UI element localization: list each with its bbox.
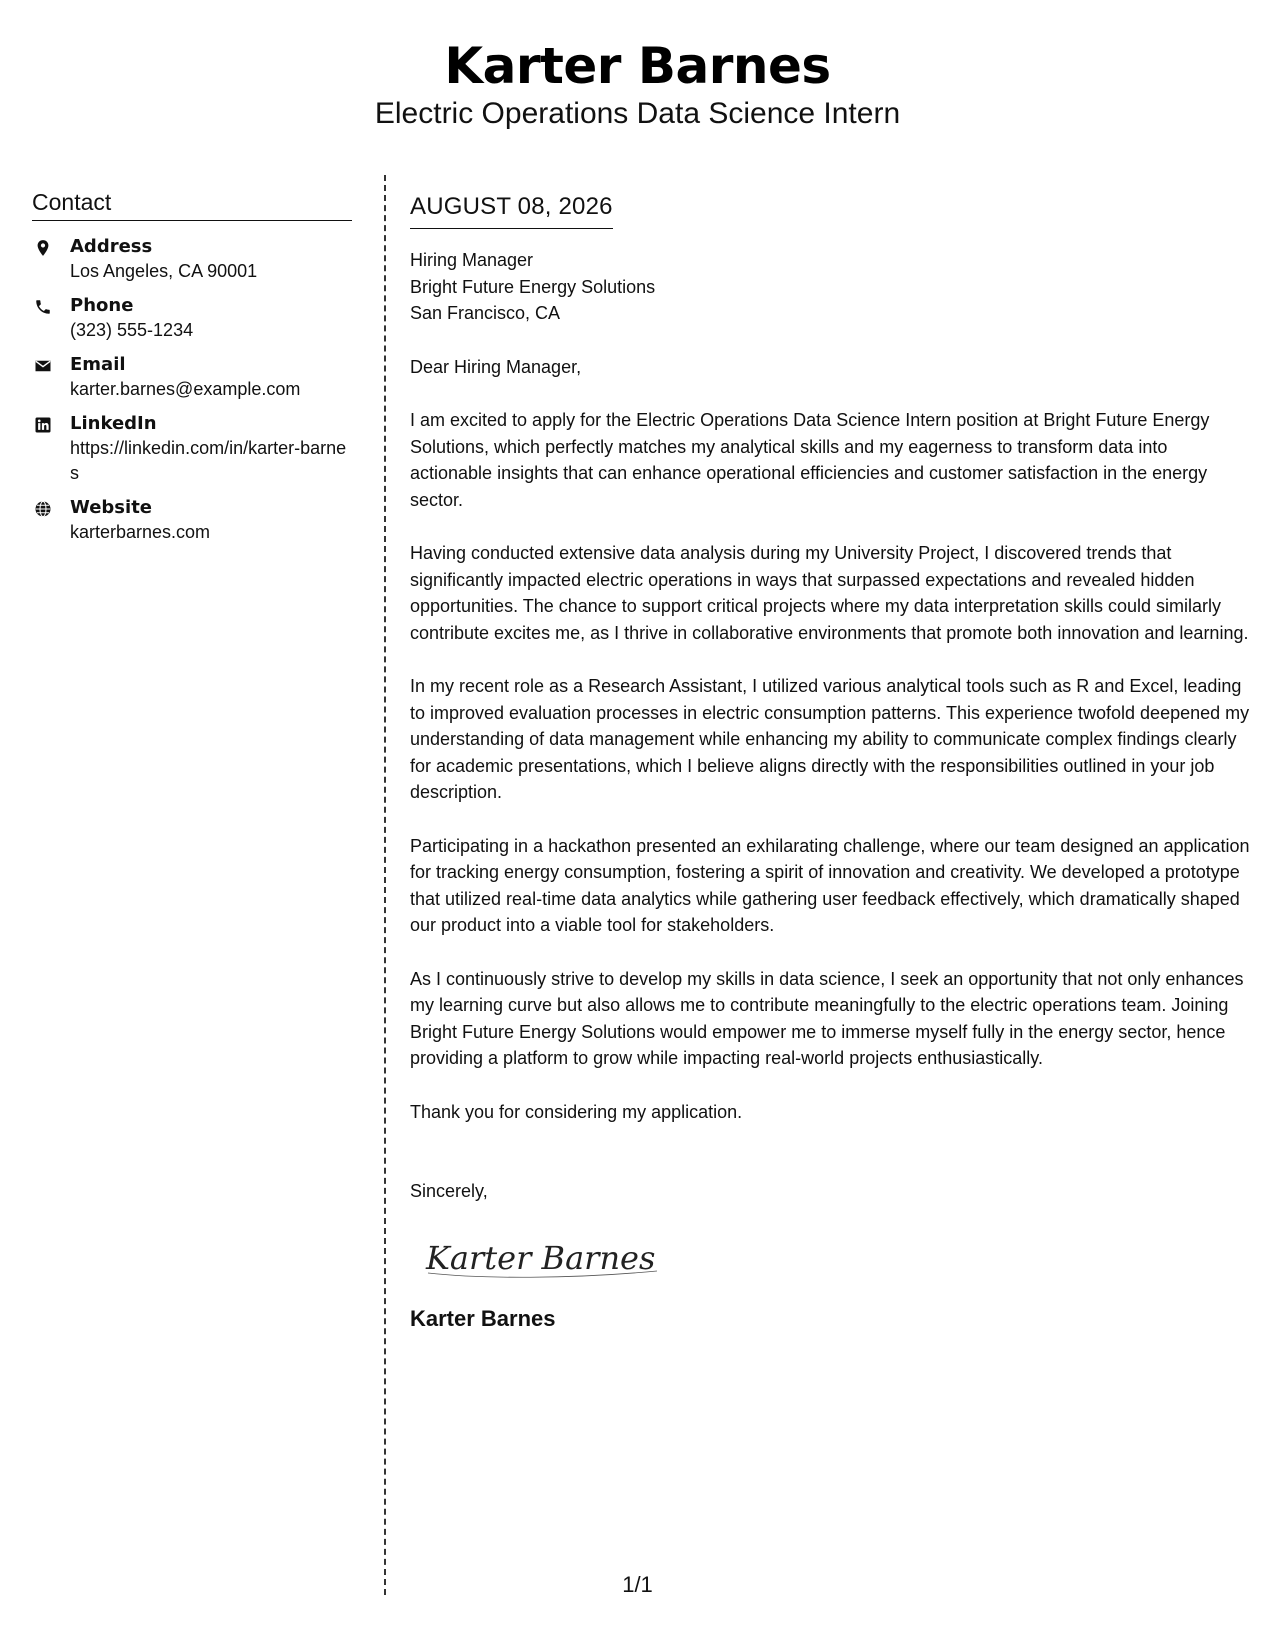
linkedin-icon [34,416,52,434]
paragraph: Thank you for considering my application. [410,1101,743,1122]
email-value: karter.barnes@example.com [70,379,301,399]
envelope-icon [34,357,52,375]
letter-header [0,36,1275,132]
paragraph: I am excited to apply for the Electric Operations Data Science Intern position at Bright Future Energy Solutions, which perfectly matches my analytical skills and my eagerness to transform data into actionable insights that can enhance operational efficiencies and customer satisfaction in the energy sector. [410,410,1210,510]
linkedin-value: https://linkedin.com/in/karter-barnes [70,438,347,483]
recipient-block [410,247,1250,327]
contact-label: Website [70,497,153,518]
contact-item-address [32,235,352,284]
contact-item-linkedin [32,412,352,486]
job-title: Electric Operations Data Science Intern [374,97,901,130]
contact-label: LinkedIn [70,413,157,434]
contact-item-website [32,496,352,545]
handwritten-signature [422,1227,672,1287]
paragraph: Having conducted extensive data analysis during my University Project, I discovered trends that significantly impacted electric operations in ways that surpassed expectations and revealed hidden opportunities. The chance to support critical projects where my data interpretation skills could similarly contribute excites me, as I thrive in collaborative environments that promote both innovation and learning. [410,543,1249,643]
paragraph: As I continuously strive to develop my skills in data science, I seek an opportunity that not only enhances my learning curve but also allows me to contribute meaningfully to the electric operations team. Joining Bright Future Energy Solutions would empower me to immerse myself fully in the energy sector, hence providing a platform to grow while impacting real-world projects enthusiastically. [410,968,1244,1068]
phone-value: (323) 555-1234 [70,320,194,340]
salutation: Dear Hiring Manager, [410,356,582,377]
column-divider [384,175,386,1595]
contact-item-phone [32,294,352,343]
applicant-name: Karter Barnes [444,37,831,95]
letter-body [410,192,1250,1333]
signature-text: Karter Barnes [426,1238,656,1277]
closing: Sincerely, [410,1181,488,1201]
contact-label: Address [70,236,153,257]
page-number-text: 1/1 [622,1572,653,1597]
contact-item-email [32,353,352,402]
address-value: Los Angeles, CA 90001 [70,261,258,281]
map-pin-icon [34,239,52,257]
contact-heading: Contact [32,188,352,221]
page-number [0,1572,1275,1598]
recipient-line: San Francisco, CA [410,303,561,323]
signer-name: Karter Barnes [410,1305,556,1331]
website-value: karterbarnes.com [70,522,211,542]
paragraph: In my recent role as a Research Assistant, I utilized various analytical tools such as R and Excel, leading to improved evaluation processes in electric consumption patterns. This experience twofold deepened my understanding of data management while enhancing my ability to communicate complex findings clearly for academic presentations, which I believe aligns directly with the responsibilities outlined in your job description. [410,676,1250,802]
letter-date: AUGUST 08, 2026 [410,192,613,229]
globe-icon [34,500,52,518]
phone-icon [34,298,52,316]
contact-label: Email [70,354,126,375]
contact-sidebar [32,188,352,545]
recipient-line: Hiring Manager [410,250,534,270]
paragraph: Participating in a hackathon presented an exhilarating challenge, where our team designed an application for tracking energy consumption, fostering a spirit of innovation and creativity. We developed a prototype that utilized real-time data analytics while gathering user feedback effectively, which dramatically shaped our product into a viable tool for stakeholders. [410,835,1250,935]
contact-label: Phone [70,295,134,316]
recipient-line: Bright Future Energy Solutions [410,276,656,297]
